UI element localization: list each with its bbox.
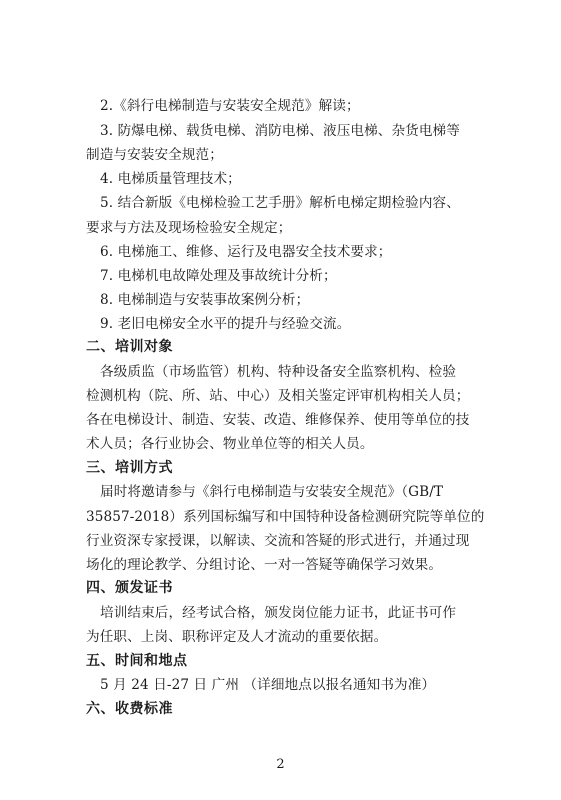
paragraph-line: 为任职、上岗、职称评定及人才流动的重要依据。 <box>86 629 388 645</box>
content-item-5-cont: 要求与方法及现场检验安全规定； <box>86 220 292 236</box>
content-item-3: 3. 防爆电梯、载货电梯、消防电梯、液压电梯、杂货电梯等 <box>100 123 460 139</box>
section-heading-certificate: 四、颁发证书 <box>86 580 173 596</box>
paragraph-line: 届时将邀请参与《斜行电梯制造与安装安全规范》（GB/T <box>100 484 444 500</box>
page-number: 2 <box>276 757 285 772</box>
section-heading-training-method: 三、培训方式 <box>86 460 173 476</box>
section-heading-fees: 六、收费标准 <box>86 701 173 717</box>
paragraph-line: 各级质监（市场监管）机构、特种设备安全监察机构、检验 <box>100 364 457 380</box>
paragraph-line: 检测机构（院、所、站、中心）及相关鉴定评审机构相关人员； <box>86 388 470 404</box>
paragraph-line: 术人员；各行业协会、物业单位等的相关人员。 <box>86 436 374 452</box>
content-item-2: 2.《斜行电梯制造与安装安全规范》解读； <box>100 98 360 114</box>
paragraph-line: 培训结束后，经考试合格，颁发岗位能力证书，此证书可作 <box>100 605 457 621</box>
section-heading-training-audience: 二、培训对象 <box>86 339 173 355</box>
content-item-4: 4. 电梯质量管理技术； <box>100 171 241 187</box>
paragraph-line: 5 月 24 日-27 日 广州 （详细地点以报名通知书为准） <box>100 677 436 693</box>
content-item-9: 9. 老旧电梯安全水平的提升与经验交流。 <box>100 316 351 332</box>
content-item-3-cont: 制造与安装安全规范； <box>86 147 223 163</box>
paragraph-line: 行业资深专家授课，以解读、交流和答疑的形式进行，并通过现 <box>86 533 470 549</box>
paragraph-line: 各在电梯设计、制造、安装、改造、维修保养、使用等单位的技 <box>86 412 470 428</box>
content-item-5: 5. 结合新版《电梯检验工艺手册》解析电梯定期检验内容、 <box>100 195 460 211</box>
content-item-8: 8. 电梯制造与安装事故案例分析； <box>100 292 310 308</box>
content-item-6: 6. 电梯施工、维修、运行及电器安全技术要求； <box>100 244 392 260</box>
paragraph-line: 35857-2018）系列国标编写和中国特种设备检测研究院等单位的 <box>86 509 485 525</box>
content-item-7: 7. 电梯机电故障处理及事故统计分析； <box>100 268 337 284</box>
paragraph-line: 场化的理论教学、分组讨论、一对一答疑等确保学习效果。 <box>86 557 443 573</box>
section-heading-time-location: 五、时间和地点 <box>86 653 188 669</box>
